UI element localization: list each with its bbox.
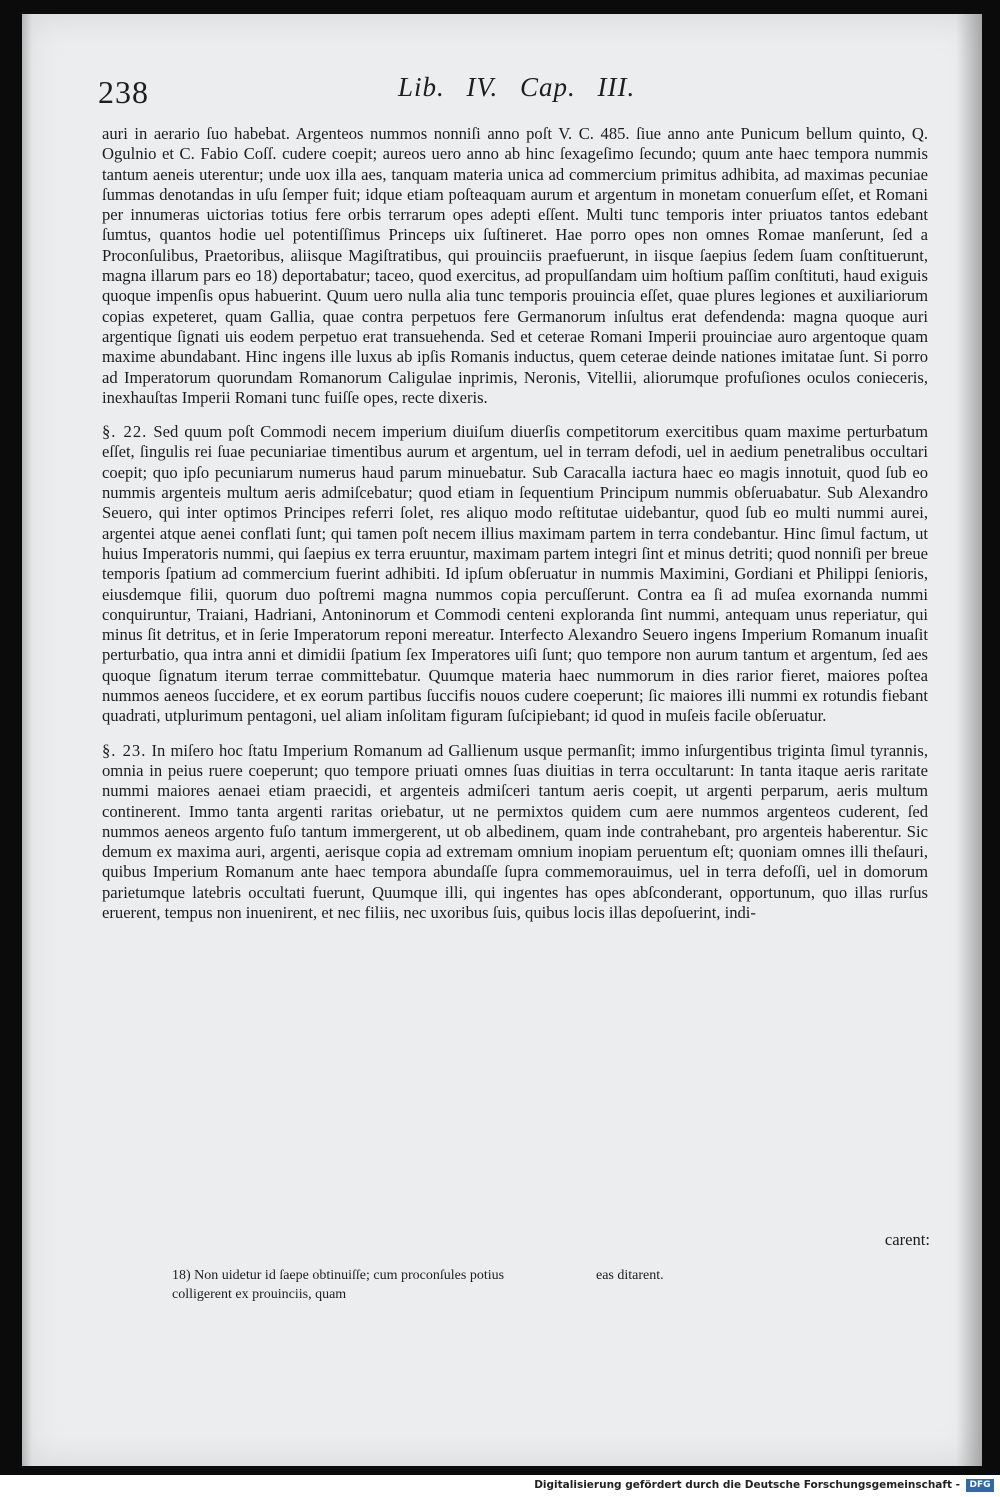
spine-shadow (956, 14, 982, 1466)
paragraph-2-text: Sed quum poſt Commodi necem imperium diuiſum diuerſis competitorum exercitibus quam maxime perturbatum eſſet, ſingulis rei ſuae pecuniariae timentibus aurum et argentum, uel in terram defodi, uel in aedium penetralibus occultari coepit; quo ipſo pecuniarum numerus haud parum minuebatur. Sub Caracalla iactura haec eo magis innotuit, quod ſub eo nummis argenteis multum aeris admiſcebatur; quod etiam in ſequentium Principum nummis obſeruabatur. Sub Alexandro Seuero, qui inter optimos Principes referri ſolet, res aliquo modo reſtitutae uidebantur, quod ſub eo multi nummi aurei, argentei atque aenei conflati ſunt; qui tamen poſt necem illius maximam partem in terra condebantur. Hinc ſimul factum, ut huius Imperatoris nummi, qui ſaepius ex terra eruuntur, maximam partem integri ſint et minus detriti; quod nonniſi per breue temporis ſpatium ad commercium fuerint adhibiti. Id ipſum obſeruatur in nummis Maximini, Gordiani et Philippi ſenioris, eiusdemque filii, quorum duo poſtremi magna nummos copia percuſſerunt. Contra ea ſi ad muſea exornanda nummi conquiruntur, Traiani, Hadriani, Antoninorum et Commodi centeni exploranda ſint nummi, antequam unus reperiatur, qui minus ſit detritus, et in ſerie Imperatorum reponi mereatur. Interfecto Alexandro Seuero ingens Imperium Romanum inuaſit perturbatio, qua intra anni et dimidii ſpatium ſex Imperatores uiſi ſunt; quo tempore non aurum tantum et argentum, ſed aes quoque ſignatum iterum terrae committebatur. Quumque materia haec nummorum in dies rarior fieret, maiores poſtea nummos aeneos ſuccidere, et ex eorum partibus ſuccifis nouos cudere coeperunt; ſic maiores illi nummi ex rotundis fiebant quadrati, utplurimum pentagoni, uel aliam inſolitam figuram ſuſcipiebant; id quod in muſeis facile obſeruatur. (102, 422, 928, 726)
digitization-credit: Digitalisierung gefördert durch die Deutsche Forschungsgemeinschaft - (534, 1479, 960, 1491)
running-title: Lib. IV. Cap. III. (398, 72, 636, 102)
main-text (102, 124, 928, 923)
paragraph-2 (102, 422, 928, 726)
paragraph-3-text: In miſero hoc ſtatu Imperium Romanum ad Gallienum usque permanſit; immo inſurgentibus triginta ſimul tyrannis, omnia in peius ruere coeperunt; quo tempore priuati omnes ſuas diuitias in terra occultarunt: In tanta itaque aeris raritate nummi maiores aenaei etiam praecidi, et argenteis admiſceri tantum aeris coepit, ut argenti perparum, aeris multum continerent. Immo tanta argenti raritas oriebatur, ut ne permixtos quidem cum aere nummos argenteos cuderent, ſed nummos aeneos argento fuſo tantum immergerent, ut ob albedinem, quam inde contrahebant, pro argenteis haberentur. Sic demum ex maxima auri, argenti, aerisque copia ad extremam omnium inopiam peruentum eſt; quoniam omnes illi theſauri, quibus Imperium Romanum ante haec tempora abundaſſe ſupra commemorauimus, uel in terra defoſſi, uel in domorum parietumque latebris occultati fuerunt, Quumque illi, qui ingentes has opes abſconderant, opportunum, quo illas rurſus eruerent, tempus non inuenirent, et nec filiis, nec uxoribus ſuis, quibus locis illas depoſuerint, indi- (102, 740, 928, 922)
footnote-18: 18) Non uidetur id ſaepe obtinuiſſe; cum proconſules potius colligerent ex prouinciis, quam (172, 1268, 505, 1302)
page-number: 238 (98, 74, 149, 110)
paragraph-1: auri in aerario ſuo habebat. Argenteos nummos nonniſi anno poſt V. C. 485. ſiue anno ante Punicum bellum quinto, Q. Ogulnio et C. Fabio Coſſ. cudere coepit; aureos uero anno ab hinc ſexageſimo ſecundo; quum ante haec tempora nummis tantum aeneis uterentur; unde uox illa aes, tanquam materia unica ad commercium primitus adhibita, ad maximas pecuniae ſummas denotandas in uſu ſemper fuit; idque etiam poſteaquam aurum et argentum in monetam conuerſum eſſet, et Romani per innumeras uictorias totius fere orbis terrarum opes adepti eſſent. Multi tunc temporis inter priuatos tantos edebant ſumtus, quantos hodie uel potentiſſimus Princeps uix ſuſtineret. Hae porro opes non omnes Romae manſerunt, ſed a Proconſulibus, Praetoribus, aliisque Magiſtratibus, qui prouinciis praefuerunt, in iisque ſaepius ſedem ſuam conſtituerunt, magna illarum pars eo 18) deportabatur; taceo, quod exercitus, ad propulſandam uim hoſtium paſſim conſtituti, haud exiguis quoque impenſis opus habuerint. Quum uero nulla alia tunc temporis prouincia eſſet, quae plures legiones et auxiliariorum copias expeteret, quam Gallia, quae contra perpetuos fere Germanorum inſultus erat defendenda: magna quoque auri argentique ſignati uis eodem perpetuo erat transuehenda. Sed et ceterae Romani Imperii prouinciae auro argentoque quam maxime abundabant. Hinc ingens ille luxus ab ipſis Romanis inductus, quem ceterae deinde nationes imitatae ſunt. Si porro ad Imperatorum quorundam Romanorum Caligulae inprimis, Neronis, Vitellii, aliorumque profuſiones oculos conieceris, inexhauſtas Imperii Romani tunc fuiſſe opes, recte dixeris. (102, 124, 928, 407)
footnote-rule (102, 1258, 322, 1259)
section-22-mark: §. 22. (102, 422, 148, 442)
paragraph-3 (102, 741, 928, 924)
catchword: carent: (884, 1230, 930, 1249)
page-edge-shadow (22, 14, 32, 1466)
dfg-logo-icon[interactable]: DFG (966, 1479, 994, 1492)
credit-bar (0, 1475, 1000, 1497)
section-23-mark: §. 23. (102, 740, 147, 760)
running-head (98, 68, 940, 112)
footnote-18-continuation: eas ditarent. (596, 1268, 664, 1283)
